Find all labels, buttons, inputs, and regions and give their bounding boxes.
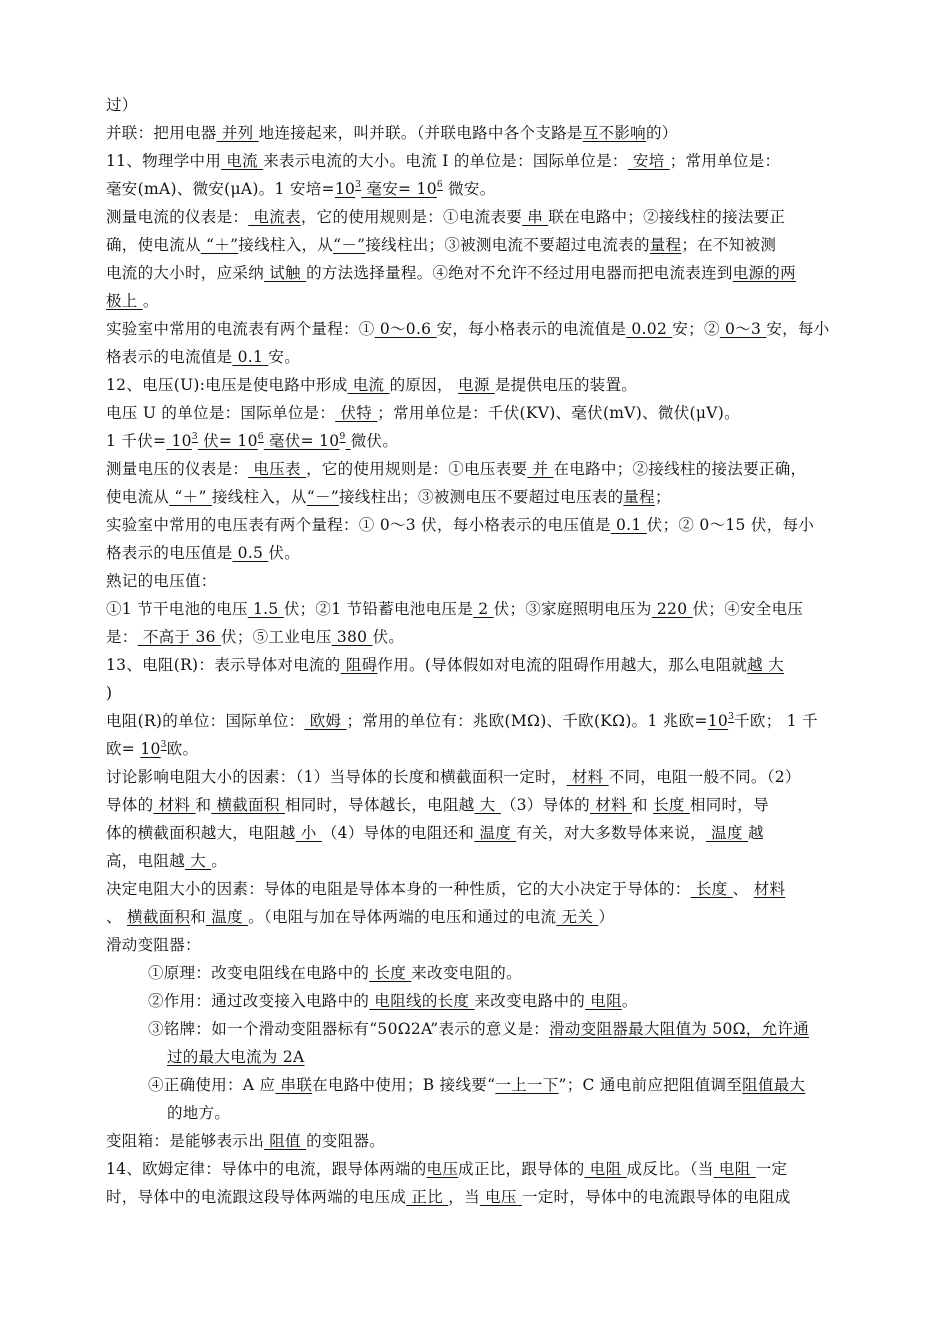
- text-segment: 的地方。: [167, 1104, 231, 1122]
- text-segment: 是：: [106, 628, 138, 646]
- answer-blank: 材料: [153, 796, 196, 814]
- answer-blank: 毫安=: [361, 180, 417, 198]
- text-segment: ；常用单位是：: [669, 152, 781, 170]
- text-segment: 伏；②1 节铅蓄电池电压是: [283, 600, 474, 618]
- text-line: [106, 94, 138, 116]
- text-line: [106, 934, 201, 956]
- text-line: [106, 794, 769, 816]
- answer-blank: 电源的两: [732, 264, 796, 282]
- answer-blank: 不高于 36: [137, 628, 222, 646]
- answer-blank: 电源: [458, 376, 495, 394]
- text-line: [106, 318, 830, 340]
- answer-blank: 10: [416, 180, 437, 198]
- text-segment: 来表示电流的大小。电流 I 的单位是：国际单位是：: [263, 152, 628, 170]
- text-line: [106, 906, 614, 928]
- text-segment: 的）: [645, 124, 678, 142]
- text-line: [106, 262, 796, 284]
- text-segment: 讨论影响电阻大小的因素：（1）当导体的长度和横截面积一定时，: [106, 768, 567, 786]
- text-segment: （4）导体的电阻还和: [321, 824, 475, 842]
- text-segment: 接线柱出；③被测电流不要超过电流表的: [365, 236, 650, 254]
- superscript-exponent: 3: [160, 739, 167, 750]
- answer-blank: 电流表: [248, 208, 301, 226]
- text-segment: 过）: [106, 96, 138, 114]
- text-segment: 欧。: [166, 740, 199, 758]
- answer-blank: 温度: [474, 824, 517, 842]
- superscript-exponent: 6: [436, 179, 443, 190]
- answer-blank: 0.02: [626, 320, 673, 338]
- text-segment: 伏；⑤工业电压: [221, 628, 332, 646]
- superscript-exponent: 3: [191, 431, 198, 442]
- text-segment: 微伏。: [350, 432, 399, 450]
- answer-blank: 串联: [275, 1076, 313, 1094]
- text-segment: 成反比。（当: [626, 1160, 714, 1178]
- answer-blank: 正比: [406, 1188, 449, 1206]
- text-line: [106, 878, 785, 900]
- text-line: [106, 402, 740, 424]
- text-segment: 千欧； 1 千: [734, 712, 818, 730]
- text-line: [148, 990, 638, 1012]
- text-line: [106, 570, 217, 592]
- text-line: [106, 626, 404, 648]
- text-line: [106, 654, 784, 676]
- text-line: [106, 542, 300, 564]
- text-segment: 使电流从: [106, 488, 170, 506]
- text-segment: 伏；④安全电压: [692, 600, 804, 618]
- text-line: [106, 738, 198, 760]
- text-segment: 。: [211, 852, 228, 870]
- answer-blank: 电阻: [584, 1160, 627, 1178]
- text-segment: 安；②: [672, 320, 720, 338]
- text-segment: 是提供电压的装置。: [494, 376, 638, 394]
- text-segment: 电流的大小时，应采纳: [106, 264, 265, 282]
- text-segment: 伏。: [372, 628, 405, 646]
- answer-blank: 材料: [753, 880, 786, 898]
- text-segment: 越: [747, 824, 764, 842]
- text-segment: 测量电压的仪表是：: [106, 460, 249, 478]
- text-segment: 时，导体中的电流跟这段导体两端的电压成: [106, 1188, 407, 1206]
- answer-blank: 1.5: [247, 600, 284, 618]
- text-segment: 安，每小: [766, 320, 830, 338]
- text-segment: 接线柱出；③被测电压不要超过电压表的: [338, 488, 624, 506]
- text-line: [106, 822, 764, 844]
- answer-blank: 10: [313, 432, 340, 450]
- text-segment: 成正比，跟导体的: [458, 1160, 585, 1178]
- text-line: [106, 206, 785, 228]
- text-segment: 。: [142, 292, 159, 310]
- text-segment: 12、电压(U):电压是使电路中形成: [106, 376, 348, 394]
- text-line: [106, 850, 227, 872]
- text-line: [106, 234, 776, 256]
- answer-blank: 极上: [106, 292, 143, 310]
- answer-blank: 材料: [566, 768, 609, 786]
- text-segment: 微安。: [442, 180, 496, 198]
- answer-blank: 电压表: [248, 460, 307, 478]
- text-segment: 地连接起来，叫并联。（并联电路中各个支路是: [258, 124, 583, 142]
- superscript-exponent: 3: [355, 179, 362, 190]
- text-segment: 实验室中常用的电流表有两个量程：①: [106, 320, 375, 338]
- text-segment: 一定: [755, 1160, 788, 1178]
- text-segment: 11、物理学中用: [106, 152, 222, 170]
- text-segment: 伏。: [268, 544, 301, 562]
- answer-blank: 量程: [649, 236, 682, 254]
- answer-blank: 电流: [221, 152, 264, 170]
- text-segment: 来改变电阻的。: [411, 964, 522, 982]
- answer-blank: 安培: [627, 152, 670, 170]
- answer-blank: “＋”: [200, 236, 239, 254]
- answer-blank: “＋”: [169, 488, 212, 506]
- text-segment: 在电路中使用；B 接线要“: [312, 1076, 496, 1094]
- text-segment: 伏；② 0～15 伏，每小: [646, 516, 815, 534]
- answer-blank: 10: [334, 180, 356, 198]
- answer-blank: 0～0.6: [374, 320, 437, 338]
- text-segment: 电压 U 的单位是：国际单位是：: [106, 404, 336, 422]
- text-segment: 熟记的电压值：: [106, 572, 217, 590]
- text-segment: 格表示的电压值是: [106, 544, 233, 562]
- answer-blank: 材料: [589, 796, 633, 814]
- text-segment: （3）导体的: [500, 796, 590, 814]
- text-segment: 14、欧姆定律：导体中的电流，跟导体两端的: [106, 1160, 427, 1178]
- text-line: [106, 150, 780, 172]
- answer-blank: “－”: [306, 488, 339, 506]
- text-line: [106, 710, 818, 732]
- text-line: [106, 458, 806, 480]
- text-segment: ；: [654, 488, 671, 506]
- text-segment: 安。: [268, 348, 301, 366]
- answer-blank: 大: [185, 852, 212, 870]
- answer-blank: “－”: [333, 236, 366, 254]
- text-segment: 的原因，: [389, 376, 459, 394]
- text-line: [106, 1186, 791, 1208]
- answer-blank: 伏特: [335, 404, 378, 422]
- answer-blank: 横截面积: [211, 796, 285, 814]
- answer-blank: 0.1: [610, 516, 647, 534]
- answer-blank: 阻值: [264, 1132, 307, 1150]
- text-segment: ④正确使用：A 应: [148, 1076, 276, 1094]
- answer-blank: 量程: [623, 488, 655, 506]
- text-segment: 不同，电阻一般不同。（2）: [608, 768, 801, 786]
- text-segment: 的变阻器。: [306, 1132, 386, 1150]
- text-segment: 1 千伏=: [106, 432, 167, 450]
- answer-blank: 长度: [690, 880, 733, 898]
- answer-blank: 无关: [556, 908, 599, 926]
- text-segment: 有关，对大多数导体来说，: [516, 824, 706, 842]
- answer-blank: 大: [474, 796, 501, 814]
- answer-blank: 越 大: [747, 656, 784, 674]
- text-line: [106, 1130, 385, 1152]
- text-segment: 决定电阻大小的因素：导体的电阻是导体本身的一种性质，它的大小决定于导体的：: [106, 880, 691, 898]
- answer-blank: 0.5: [232, 544, 269, 562]
- text-segment: 体的横截面积越大，电阻越: [106, 824, 296, 842]
- text-line: [106, 682, 112, 704]
- text-segment: 确，使电流从: [106, 236, 201, 254]
- text-line: [106, 514, 814, 536]
- text-segment: 相同时，导体越长，电阻越: [284, 796, 475, 814]
- answer-blank: 阻值最大: [742, 1076, 806, 1094]
- text-segment: 相同时，导: [689, 796, 769, 814]
- text-segment: 接线柱入，从: [211, 488, 307, 506]
- answer-blank: 滑动变阻器最大阻值为 50Ω，允许通: [549, 1020, 810, 1038]
- text-line: [106, 598, 803, 620]
- text-segment: 、: [106, 908, 128, 926]
- text-segment: ①1 节干电池的电压: [106, 600, 248, 618]
- text-line: [106, 290, 159, 312]
- text-segment: 来改变电路中的: [474, 992, 586, 1010]
- answer-blank: 伏=: [197, 432, 233, 450]
- text-segment: 电阻(R)的单位：国际单位：: [106, 712, 305, 730]
- answer-blank: 380: [331, 628, 373, 646]
- answer-blank: 电阻: [585, 992, 622, 1010]
- text-segment: 测量电流的仪表是：: [106, 208, 249, 226]
- text-line: [148, 1018, 809, 1040]
- text-line: [106, 430, 398, 452]
- text-segment: ): [106, 684, 113, 702]
- text-segment: 欧=: [106, 740, 141, 758]
- answer-blank: 220: [651, 600, 693, 618]
- text-segment: ③铭牌：如一个滑动变阻器标有“50Ω2A”表示的意义是：: [148, 1020, 550, 1038]
- text-segment: ，当: [448, 1188, 480, 1206]
- superscript-exponent: 3: [728, 711, 735, 722]
- text-segment: ①原理：改变电阻线在电路中的: [148, 964, 370, 982]
- text-segment: 滑动变阻器：: [106, 936, 201, 954]
- text-line: [106, 1158, 787, 1180]
- answer-blank: 电压: [479, 1188, 522, 1206]
- text-segment: 13、电阻(R)：表示导体对电流的: [106, 656, 341, 674]
- answer-blank: 并列: [216, 124, 259, 142]
- answer-blank: 2: [473, 600, 494, 618]
- text-segment: 接线柱入，从: [238, 236, 334, 254]
- answer-blank: 长度: [653, 796, 690, 814]
- text-segment: 作用。(导体假如对电流的阻碍作用越大，那么电阻就: [377, 656, 748, 674]
- superscript-exponent: 9: [339, 431, 346, 442]
- answer-blank: 小: [295, 824, 322, 842]
- answer-blank: 温度: [206, 908, 249, 926]
- text-segment: ②作用：通过改变接入电路中的: [148, 992, 370, 1010]
- text-segment: ）: [598, 908, 615, 926]
- text-segment: 高，电阻越: [106, 852, 186, 870]
- answer-blank: 阻碍: [340, 656, 378, 674]
- text-segment: 实验室中常用的电压表有两个量程：① 0～3 伏，每小格表示的电压值是: [106, 516, 611, 534]
- text-segment: 格表示的电流值是: [106, 348, 233, 366]
- text-segment: 毫安(mA)、微安(μA)。1 安培=: [106, 180, 335, 198]
- answer-blank: 电压: [426, 1160, 459, 1178]
- answer-blank: 0～3: [719, 320, 767, 338]
- answer-blank: 10: [232, 432, 258, 450]
- text-segment: ；常用单位是：千伏(KV)、毫伏(mV)、微伏(μV)。: [377, 404, 740, 422]
- answer-blank: 电阻: [713, 1160, 756, 1178]
- text-line: [106, 346, 300, 368]
- text-segment: 在电路中；②接线柱的接法要正确，: [553, 460, 807, 478]
- text-line: [106, 122, 678, 144]
- text-line: [148, 1074, 805, 1096]
- text-line: [167, 1102, 230, 1124]
- answer-blank: 10: [707, 712, 729, 730]
- text-segment: 一定时，导体中的电流跟导体的电阻成: [521, 1188, 791, 1206]
- answer-blank: 0.1: [232, 348, 269, 366]
- text-segment: ，它的使用规则是：①电压表要: [306, 460, 528, 478]
- answer-blank: 温度: [705, 824, 748, 842]
- answer-blank: 毫伏=: [263, 432, 314, 450]
- answer-blank: 电流: [347, 376, 390, 394]
- text-segment: 和: [195, 796, 212, 814]
- answer-blank: 互不影响: [582, 124, 646, 142]
- text-segment: 并联：把用电器: [106, 124, 217, 142]
- answer-blank: 欧姆: [304, 712, 347, 730]
- text-line: [106, 178, 496, 200]
- answer-blank: 一上一下: [495, 1076, 559, 1094]
- answer-blank: 试触: [264, 264, 307, 282]
- text-segment: ；常用的单位有：兆欧(MΩ)、千欧(KΩ)。1 兆欧=: [346, 712, 708, 730]
- answer-blank: 横截面积: [127, 908, 191, 926]
- text-segment: ”；C 通电前应把阻值调至: [558, 1076, 743, 1094]
- text-line: [167, 1046, 304, 1068]
- text-segment: 和: [190, 908, 207, 926]
- answer-blank: 10: [166, 432, 192, 450]
- text-segment: 。（电阻与加在导体两端的电压和通过的电流: [248, 908, 557, 926]
- answer-blank: 串: [522, 208, 549, 226]
- answer-blank: 电阻线的长度: [369, 992, 475, 1010]
- text-line: [148, 962, 522, 984]
- text-segment: ，它的使用规则是：①电流表要: [300, 208, 523, 226]
- text-segment: 变阻箱：是能够表示出: [106, 1132, 265, 1150]
- answer-blank: 过的最大电流为 2A: [167, 1048, 305, 1066]
- superscript-exponent: 6: [257, 431, 264, 442]
- text-segment: 、: [732, 880, 754, 898]
- text-line: [106, 374, 637, 396]
- answer-blank: 并: [527, 460, 554, 478]
- text-segment: 联在电路中；②接线柱的接法要正: [548, 208, 786, 226]
- text-segment: 的方法选择量程。④绝对不允许不经过用电器而把电流表连到: [306, 264, 733, 282]
- text-segment: 安，每小格表示的电流值是: [436, 320, 627, 338]
- answer-blank: 长度: [369, 964, 412, 982]
- text-segment: 伏；③家庭照明电压为: [493, 600, 652, 618]
- text-line: [106, 766, 801, 788]
- text-segment: 和: [632, 796, 654, 814]
- answer-blank: 10: [140, 740, 161, 758]
- text-segment: 。: [621, 992, 638, 1010]
- text-line: [106, 486, 671, 508]
- text-segment: 导体的: [106, 796, 154, 814]
- text-segment: ；在不知被测: [681, 236, 777, 254]
